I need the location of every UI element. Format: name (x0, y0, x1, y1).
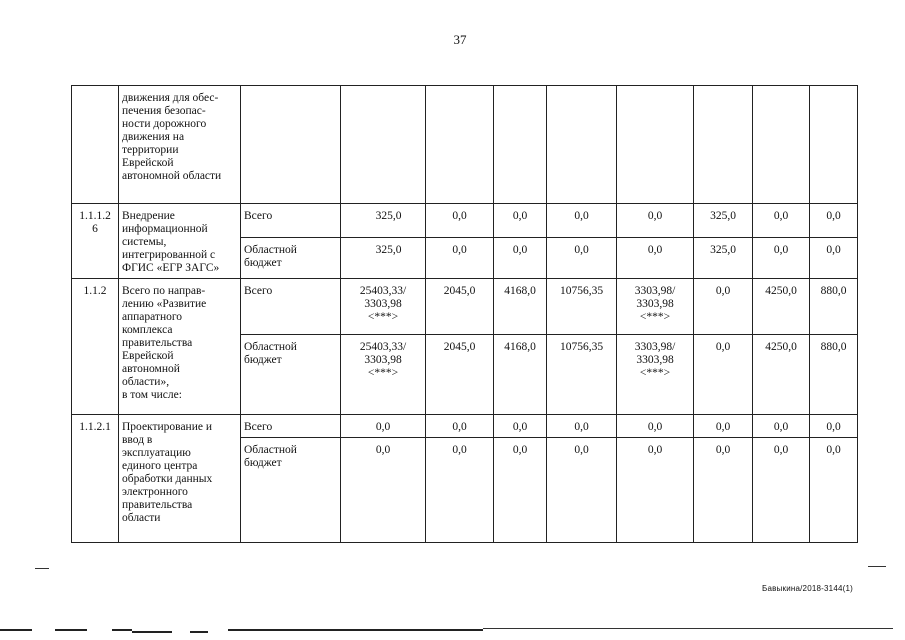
cell-value: 0,0 (426, 415, 494, 438)
scan-artifact-line (190, 631, 208, 633)
cell-value: 0,0 (617, 415, 694, 438)
cell-value: 0,0 (494, 438, 547, 543)
cell-value: 0,0 (341, 415, 426, 438)
scan-artifact-line (0, 629, 32, 631)
cell-value: 25403,33/ 3303,98 <***> (341, 335, 426, 415)
scan-artifact-line (35, 568, 49, 569)
cell-value: 4168,0 (494, 335, 547, 415)
cell-value: 3303,98/ 3303,98 <***> (617, 335, 694, 415)
cell-value: 0,0 (494, 415, 547, 438)
cell-value: 0,0 (494, 204, 547, 238)
cell-value (547, 86, 617, 204)
cell-value (694, 86, 753, 204)
cell-value: 0,0 (694, 438, 753, 543)
cell-name: Проектирование и ввод в эксплуатацию единого центра обработки данных электронного правительства области (119, 415, 241, 543)
cell-value: 0,0 (753, 204, 810, 238)
cell-source (241, 86, 341, 204)
cell-value: 0,0 (617, 438, 694, 543)
cell-source: Областной бюджет (241, 238, 341, 279)
cell-code (72, 86, 119, 204)
cell-value: 0,0 (547, 238, 617, 279)
cell-value: 880,0 (810, 335, 858, 415)
cell-value (753, 86, 810, 204)
cell-value: 0,0 (617, 238, 694, 279)
scan-artifact-line (132, 631, 172, 633)
cell-value: 0,0 (753, 238, 810, 279)
cell-value: 0,0 (426, 238, 494, 279)
cell-value: 4250,0 (753, 279, 810, 335)
table-row-continuation (72, 86, 858, 204)
cell-value: 2045,0 (426, 335, 494, 415)
scan-artifact-line (55, 629, 87, 631)
cell-value: 0,0 (426, 438, 494, 543)
cell-name: движения для обес- печения безопас- ности дорожного движения на территории Еврейской автономной области (119, 86, 241, 204)
cell-value: 10756,35 (547, 335, 617, 415)
cell-source: Всего (241, 279, 341, 335)
cell-value: 0,0 (547, 415, 617, 438)
cell-value: 4250,0 (753, 335, 810, 415)
cell-value: 325,0 (341, 238, 426, 279)
scan-artifact-line (483, 628, 893, 629)
budget-table-wrapper (71, 85, 858, 543)
cell-value: 0,0 (694, 279, 753, 335)
cell-value: 880,0 (810, 279, 858, 335)
cell-value (494, 86, 547, 204)
cell-code: 1.1.2.1 (72, 415, 119, 543)
cell-value: 0,0 (810, 238, 858, 279)
cell-value (341, 86, 426, 204)
cell-value (426, 86, 494, 204)
scan-artifact-line (112, 629, 132, 631)
cell-value: 325,0 (694, 238, 753, 279)
cell-value: 0,0 (753, 438, 810, 543)
cell-source: Областной бюджет (241, 335, 341, 415)
cell-value: 3303,98/ 3303,98 <***> (617, 279, 694, 335)
cell-value: 0,0 (753, 415, 810, 438)
cell-source: Областной бюджет (241, 438, 341, 543)
page-number: 37 (453, 32, 467, 47)
table-row-1-1-2-total (72, 279, 858, 335)
cell-value: 25403,33/ 3303,98 <***> (341, 279, 426, 335)
cell-value: 0,0 (341, 438, 426, 543)
cell-source: Всего (241, 204, 341, 238)
table-row-1-1-1-26-total (72, 204, 858, 238)
cell-source: Всего (241, 415, 341, 438)
cell-value: 4168,0 (494, 279, 547, 335)
cell-value: 325,0 (341, 204, 426, 238)
cell-value: 0,0 (547, 204, 617, 238)
cell-value: 0,0 (694, 335, 753, 415)
cell-value: 0,0 (810, 415, 858, 438)
cell-value: 0,0 (547, 438, 617, 543)
cell-name: Всего по направ- лению «Развитие аппаратного комплекса правительства Еврейской автономной области», в том числе: (119, 279, 241, 415)
budget-table (71, 85, 858, 543)
cell-name: Внедрение информационной системы, интегрированной с ФГИС «ЕГР ЗАГС» (119, 204, 241, 279)
cell-code: 1.1.1.2 6 (72, 204, 119, 279)
cell-value (810, 86, 858, 204)
document-registration-code: Бавыкина/2018-3144(1) (762, 584, 853, 593)
scan-artifact-line (868, 566, 886, 567)
scan-artifact-line (228, 629, 483, 631)
table-row-1-1-2-1-total (72, 415, 858, 438)
cell-value (617, 86, 694, 204)
cell-value: 0,0 (426, 204, 494, 238)
cell-value: 0,0 (617, 204, 694, 238)
cell-value: 0,0 (494, 238, 547, 279)
cell-value: 325,0 (694, 204, 753, 238)
cell-value: 2045,0 (426, 279, 494, 335)
cell-code: 1.1.2 (72, 279, 119, 415)
cell-value: 0,0 (694, 415, 753, 438)
cell-value: 10756,35 (547, 279, 617, 335)
cell-value: 0,0 (810, 204, 858, 238)
cell-value: 0,0 (810, 438, 858, 543)
